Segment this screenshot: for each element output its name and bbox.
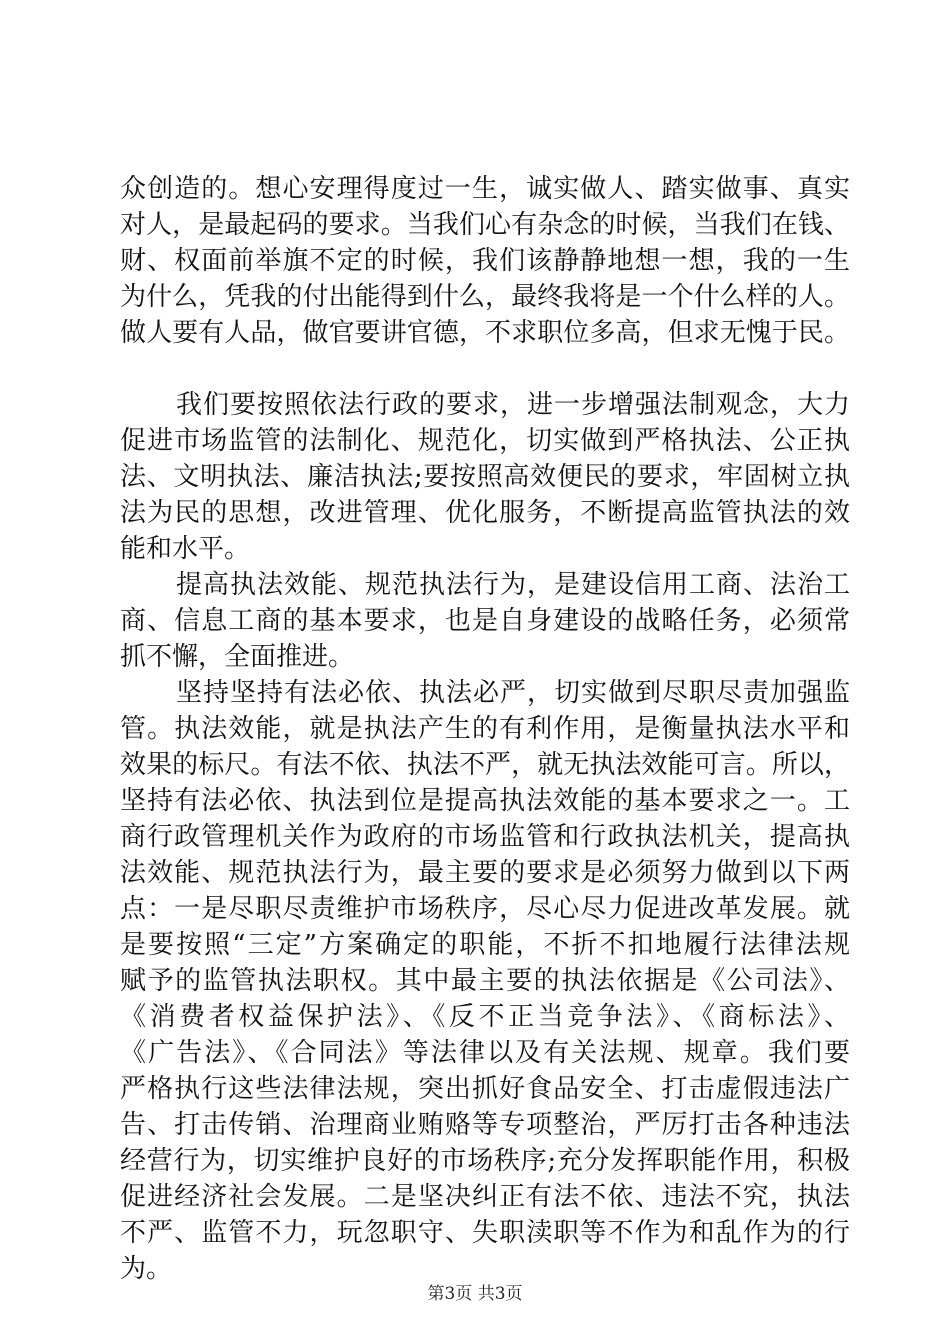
document-body	[120, 171, 850, 1287]
text-line: 《广告法》、《合同法》等法律以及有关法规、规章。我们要	[120, 1038, 850, 1068]
text-line: 能和水平。	[120, 534, 251, 564]
text-line: 做人要有人品，做官要讲官德，不求职位多高，但求无愧于民。	[120, 318, 850, 348]
text-line: 法效能、规范执法行为，最主要的要求是必须努力做到以下两	[120, 858, 850, 888]
paragraph-1	[120, 171, 850, 351]
text-line: 坚持坚持有法必依、执法必严，切实做到尽职尽责加强监	[176, 678, 850, 708]
text-line: 提高执法效能、规范执法行为，是建设信用工商、法治工	[176, 570, 850, 600]
text-line: 效果的标尺。有法不依、执法不严，就无执法效能可言。所以，	[120, 750, 850, 780]
text-line: 点：一是尽职尽责维护市场秩序，尽心尽力促进改革发展。就	[120, 894, 850, 924]
text-line: 严格执行这些法律法规，突出抓好食品安全、打击虚假违法广	[120, 1074, 850, 1104]
text-line: 商行政管理机关作为政府的市场监管和行政执法机关，提高执	[120, 822, 850, 852]
text-line: 促进市场监管的法制化、规范化，切实做到严格执法、公正执	[120, 426, 850, 456]
text-line: 我们要按照依法行政的要求，进一步增强法制观念，大力	[176, 390, 850, 420]
paragraph-4	[120, 675, 850, 1287]
paragraph-spacer	[120, 351, 850, 387]
page-number-footer: 第3页 共3页	[427, 1284, 523, 1304]
text-line: 告、打击传销、治理商业贿赂等专项整治，严厉打击各种违法	[120, 1110, 850, 1140]
text-line: 对人，是最起码的要求。当我们心有杂念的时候，当我们在钱、	[120, 210, 850, 240]
paragraph-3	[120, 567, 850, 675]
text-line: 是要按照“三定”方案确定的职能，不折不扣地履行法律法规	[120, 930, 850, 960]
text-line: 促进经济社会发展。二是坚决纠正有法不依、违法不究，执法	[120, 1182, 850, 1212]
paragraph-2	[120, 387, 850, 567]
text-line: 法为民的思想，改进管理、优化服务，不断提高监管执法的效	[120, 498, 850, 528]
text-line: 为什么，凭我的付出能得到什么，最终我将是一个什么样的人。	[120, 282, 850, 312]
text-line: 不严、监管不力，玩忽职守、失职渎职等不作为和乱作为的行	[120, 1218, 850, 1248]
text-line: 财、权面前举旗不定的时候，我们该静静地想一想，我的一生	[120, 246, 850, 276]
text-line: 商、信息工商的基本要求，也是自身建设的战略任务，必须常	[120, 606, 850, 636]
text-line: 经营行为，切实维护良好的市场秩序;充分发挥职能作用，积极	[120, 1146, 850, 1176]
text-line: 《消费者权益保护法》、《反不正当竞争法》、《商标法》、	[120, 1002, 850, 1032]
text-line: 抓不懈，全面推进。	[120, 642, 355, 672]
text-line: 坚持有法必依、执法到位是提高执法效能的基本要求之一。工	[120, 786, 850, 816]
text-line: 众创造的。想心安理得度过一生，诚实做人、踏实做事、真实	[120, 174, 850, 204]
text-line: 为。	[120, 1254, 173, 1284]
text-line: 法、文明执法、廉洁执法;要按照高效便民的要求，牢固树立执	[120, 462, 850, 492]
text-line: 赋予的监管执法职权。其中最主要的执法依据是《公司法》、	[120, 966, 850, 996]
text-line: 管。执法效能，就是执法产生的有利作用，是衡量执法水平和	[120, 714, 850, 744]
